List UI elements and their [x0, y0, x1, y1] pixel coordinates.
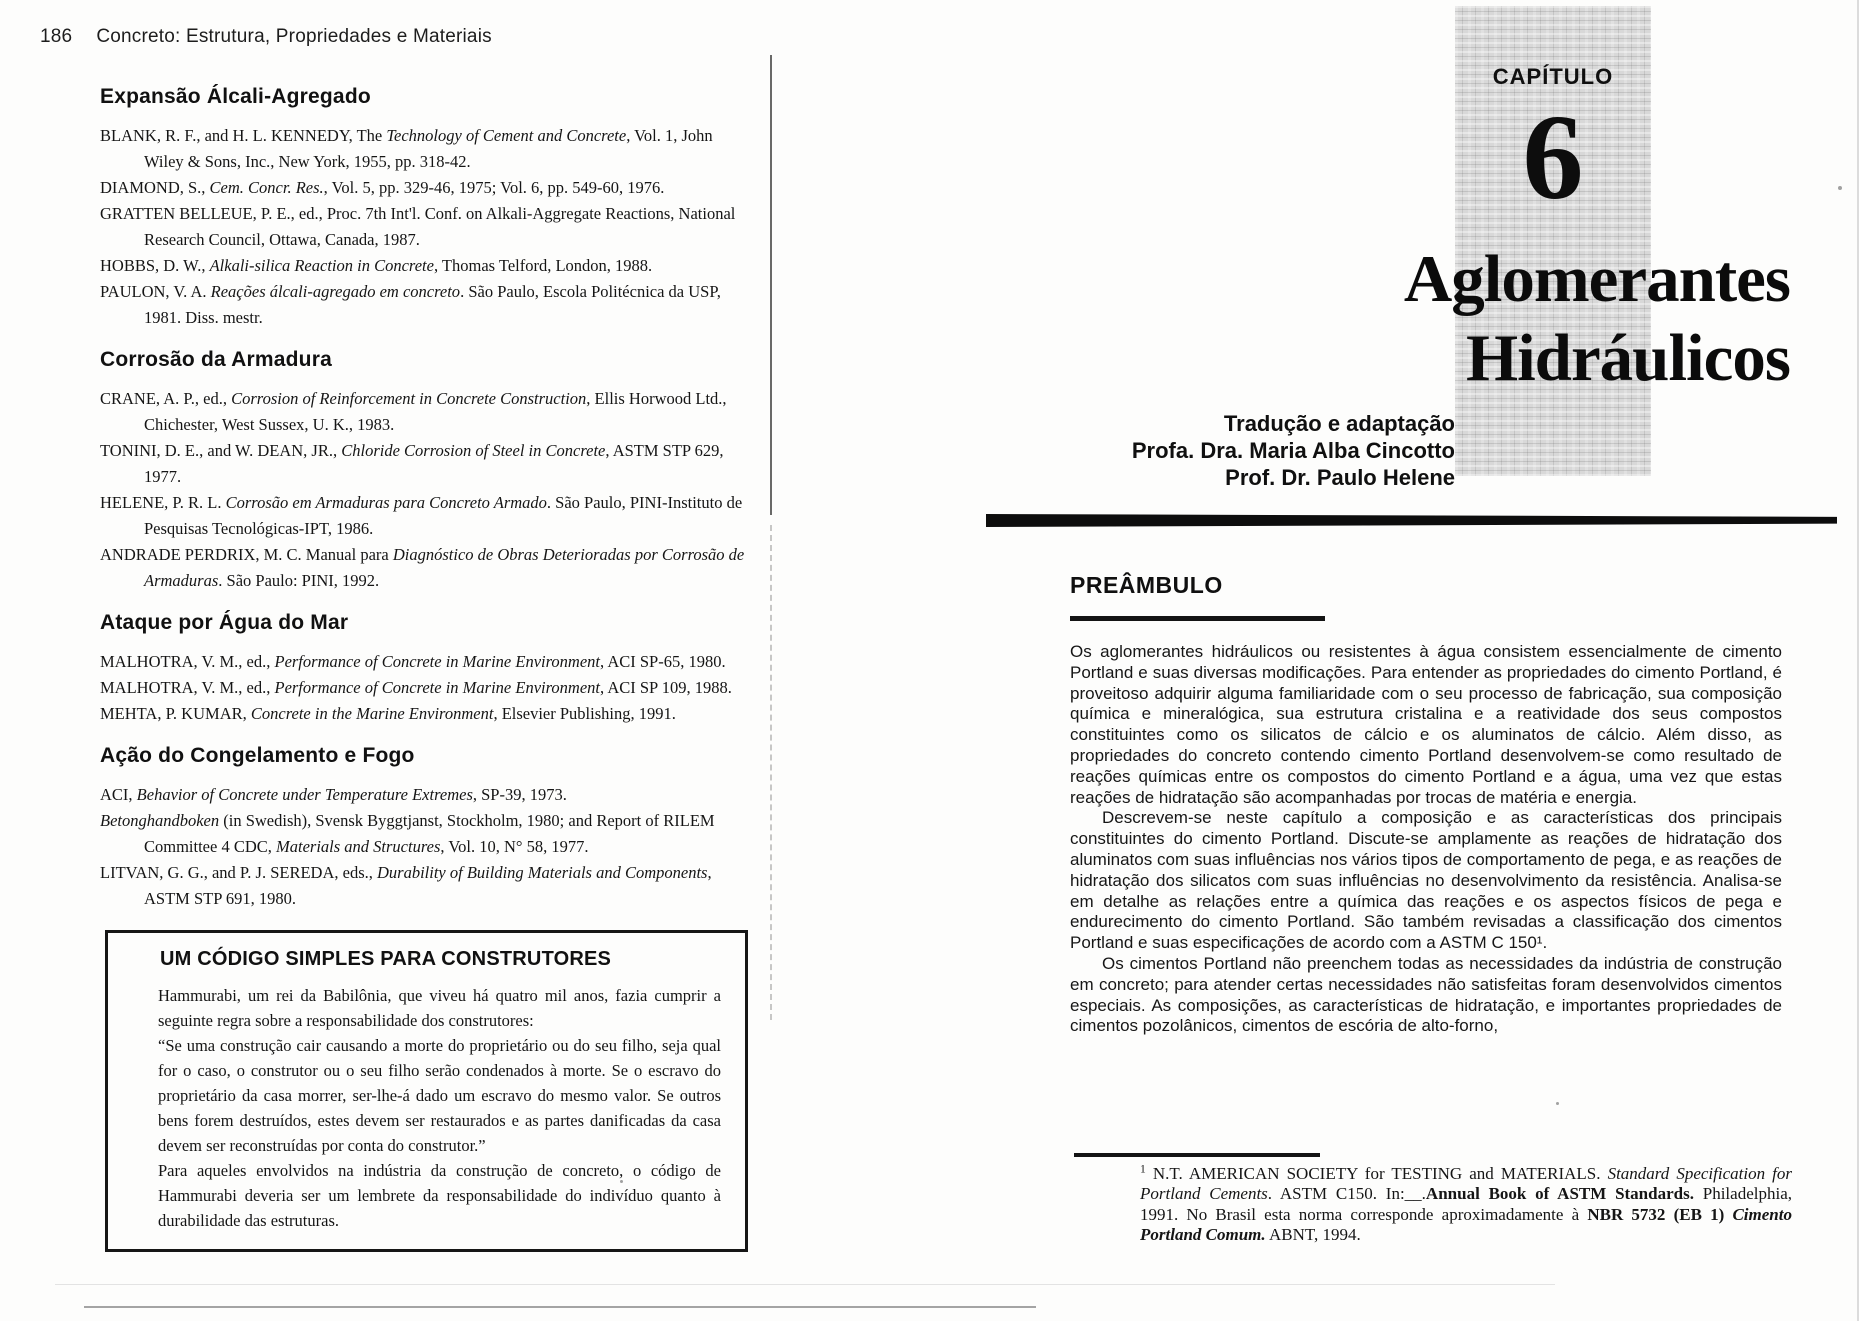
- reference-item: PAULON, V. A. Reações álcali-agregado em concreto. São Paulo, Escola Politécnica da USP, 1981. Diss. mestr.: [100, 282, 721, 327]
- section-heading-acao-do-congelamento-e-fogo: Ação do Congelamento e Fogo: [100, 744, 415, 767]
- page-gutter-line: [770, 55, 772, 515]
- attribution-line: Profa. Dra. Maria Alba Cincotto: [1131, 438, 1455, 463]
- chapter-title-line1: Aglomerantes: [1403, 242, 1790, 316]
- chapter-label: CAPÍTULO: [1492, 64, 1614, 89]
- attribution-line: Tradução e adaptação: [1223, 411, 1455, 436]
- body-paragraph: Descrevem-se neste capítulo a composição e as características dos principais constituintes do cimento Portland. Discute-se amplamente as reações de hidratação dos aluminatos com suas influências nos vários tipos de comportamento de pega, e as reações de hidratação dos silicatos com suas influências no desenvolvimento da resistência. Analisa-se em detalhe as relações entre a química das reações e os aspectos físicos de pega e endurecimento do cimento Portland. São também revisadas a classificação dos cimentos Portland e suas especificações de acordo com a ASTM C 150¹.: [1070, 808, 1782, 953]
- attribution-line: Prof. Dr. Paulo Helene: [1225, 465, 1455, 490]
- chapter-title: [1000, 240, 1790, 398]
- body-paragraph: Os aglomerantes hidráulicos ou resistentes à água consistem essencialmente de cimento Portland e suas diversas modificações. Para entender as propriedades do cimento Portland, é proveitoso adquirir alguma familiaridade com o seu processo de fabricação, sua composição química e mineralógica, sua estrutura cristalina e a reatividade dos seus compostos constituintes como os silicatos de cálcio e os aluminatos de cálcio. Além disso, as propriedades do concreto contendo cimento Portland desenvolvem-se como resultado de reações químicas entre os compostos do cimento Portland e a água, uma vez que estas reações de hidratação são acompanhadas por trocas de matéria e energia.: [1070, 642, 1782, 807]
- reference-item: MALHOTRA, V. M., ed., Performance of Concrete in Marine Environment, ACI SP 109, 1988.: [100, 678, 732, 697]
- box-paragraph: Para aqueles envolvidos na indústria da construção de concreto, o código de Hammurabi deveria ser um lembrete da responsabilidade do indivíduo quanto à durabilidade das estruturas.: [158, 1161, 721, 1230]
- reference-item: ACI, Behavior of Concrete under Temperature Extremes, SP-39, 1973.: [100, 785, 567, 804]
- reference-item: GRATTEN BELLEUE, P. E., ed., Proc. 7th Int'l. Conf. on Alkali-Aggregate Reactions, National Research Council, Ottawa, Canada, 1987.: [100, 204, 736, 249]
- chapter-divider-rule: [986, 514, 1837, 527]
- page-gutter-dashes: [770, 525, 772, 1020]
- section-heading-expansao-alcali-agregado: Expansão Álcali-Agregado: [100, 85, 371, 108]
- sidebar-box-hammurabi: [105, 930, 748, 1252]
- reference-item: TONINI, D. E., and W. DEAN, JR., Chloride Corrosion of Steel in Concrete, ASTM STP 629, 1977.: [100, 441, 724, 486]
- reference-item: DIAMOND, S., Cem. Concr. Res., Vol. 5, pp. 329-46, 1975; Vol. 6, pp. 549-60, 1976.: [100, 178, 665, 197]
- scan-speck: [1838, 186, 1842, 190]
- page-number: 186: [40, 26, 73, 47]
- chapter-number: 6: [1522, 90, 1584, 225]
- chapter-body-text: [1070, 642, 1782, 1037]
- reference-item: HELENE, P. R. L. Corrosão em Armaduras para Concreto Armado. São Paulo, PINI-Instituto de Pesquisas Tecnológicas-IPT, 1986.: [100, 493, 743, 538]
- section-heading-corrosao-da-armadura: Corrosão da Armadura: [100, 348, 332, 371]
- reference-item: LITVAN, G. G., and P. J. SEREDA, eds., Durability of Building Materials and Components, ASTM STP 691, 1980.: [100, 863, 712, 908]
- running-header: [40, 26, 492, 48]
- reference-item: ANDRADE PERDRIX, M. C. Manual para Diagnóstico de Obras Deterioradas por Corrosão de Armaduras. São Paulo: PINI, 1992.: [100, 545, 745, 590]
- body-paragraph: Os cimentos Portland não preenchem todas as necessidades da indústria de construção em concreto; para atender certas necessidades não satisfeitas foram desenvolvidos cimentos especiais. As composições, as características de hidratação, e importantes propriedades de cimentos pozolânicos, cimentos de escória de alto-forno,: [1070, 953, 1782, 1036]
- scan-speck: [1556, 1102, 1559, 1105]
- reference-item: Betonghandboken (in Swedish), Svensk Byggtjanst, Stockholm, 1980; and Report of RILEM Committee 4 CDC, Materials and Structures, Vol. 10, N° 58, 1977.: [100, 811, 715, 856]
- box-title: UM CÓDIGO SIMPLES PARA CONSTRUTORES: [160, 948, 612, 970]
- footnote-separator-rule: [1074, 1153, 1320, 1157]
- footnote-text: $^1$ N.T. AMERICAN SOCIETY for TESTING and MATERIALS. Standard Specification for Portland Cements. ASTM C150. In:__.Annual Book of ASTM Standards. Philadelphia, 1991. No Brasil esta norma corresponde aproximadamente à NBR 5732 (EB 1) Cimento Portland Comum. ABNT, 1994.: [1140, 1162, 1792, 1245]
- bibliography-column: [100, 84, 748, 1252]
- section-heading-ataque-por-agua-do-mar: Ataque por Água do Mar: [100, 611, 349, 634]
- scan-speck: [620, 1180, 623, 1183]
- scan-artifact: [84, 1306, 1036, 1308]
- reference-item: CRANE, A. P., ed., Corrosion of Reinforcement in Concrete Construction, Ellis Horwood Ltd., Chichester, West Sussex, U. K., 1983.: [100, 389, 727, 434]
- box-paragraph: “Se uma construção cair causando a morte do proprietário ou do seu filho, seja qual for o caso, o construtor ou o seu filho serão condenados à morte. Se o escravo do proprietário da casa morrer, ser-lhe-á dado um escravo do mesmo valor. Se outros bens forem destruídos, estes devem ser restaurados e as partes danificadas da casa devem ser reconstruídas por conta do construtor.”: [158, 1036, 721, 1155]
- reference-item: MEHTA, P. KUMAR, Concrete in the Marine Environment, Elsevier Publishing, 1991.: [100, 704, 676, 723]
- preambulo-underline: [1070, 616, 1325, 621]
- reference-item: HOBBS, D. W., Alkali-silica Reaction in Concrete, Thomas Telford, London, 1988.: [100, 256, 653, 275]
- running-title: Concreto: Estrutura, Propriedades e Materiais: [96, 26, 492, 47]
- box-paragraph: Hammurabi, um rei da Babilônia, que viveu há quatro mil anos, fazia cumprir a seguinte regra sobre a responsabilidade dos construtores:: [158, 986, 721, 1030]
- reference-item: MALHOTRA, V. M., ed., Performance of Concrete in Marine Environment, ACI SP-65, 1980.: [100, 652, 726, 671]
- reference-item: BLANK, R. F., and H. L. KENNEDY, The Technology of Cement and Concrete, Vol. 1, John Wiley & Sons, Inc., New York, 1955, pp. 318-42.: [100, 126, 713, 171]
- scan-artifact: [55, 1284, 1555, 1285]
- section-heading-preambulo: PREÂMBULO: [1070, 572, 1223, 598]
- attribution-block: [890, 410, 1455, 491]
- chapter-title-line2: Hidráulicos: [1465, 321, 1790, 395]
